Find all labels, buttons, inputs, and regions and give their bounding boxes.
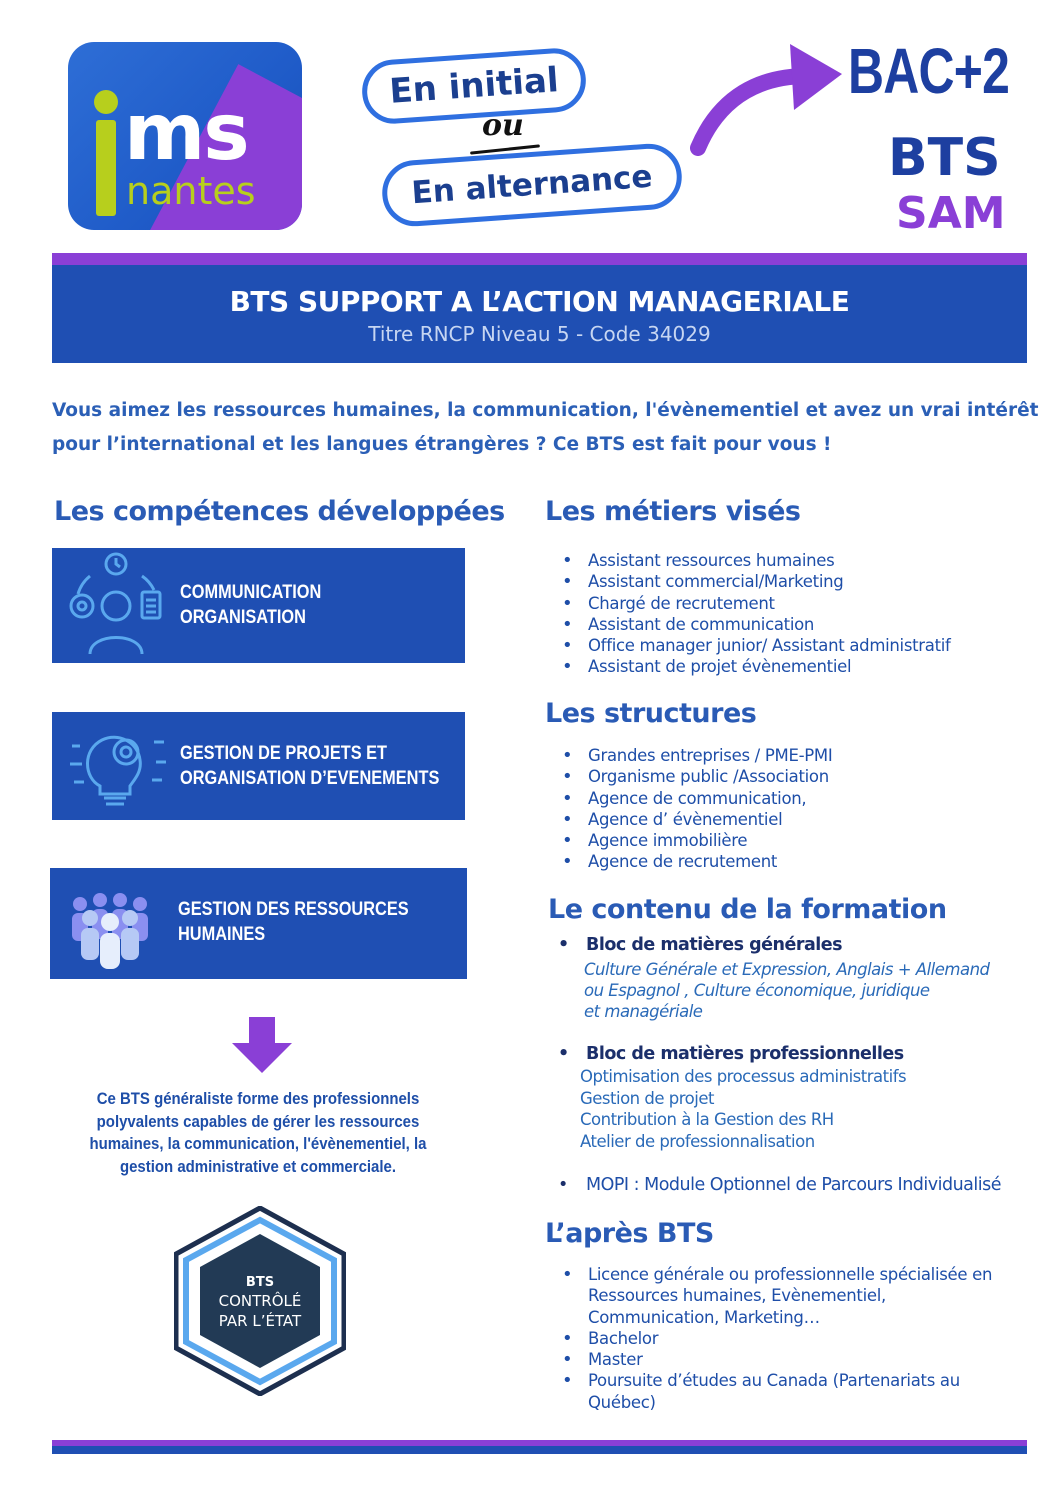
logo-i-stem — [96, 120, 116, 216]
level-label: BAC+2 — [848, 35, 1010, 107]
sam-label: SAM — [896, 188, 1006, 239]
logo-city-text: nantes — [126, 169, 256, 213]
mopi-item — [544, 1175, 1001, 1195]
generales-content — [584, 959, 990, 1022]
pro-line: Gestion de projet — [580, 1088, 714, 1108]
list-item: • Agence de communication, — [546, 788, 1036, 809]
footer-bar — [52, 1446, 1027, 1454]
generales-title: • Bloc de matières générales — [544, 935, 842, 955]
competence-label-line2: ORGANISATION — [180, 607, 306, 628]
page-subtitle: Titre RNCP Niveau 5 - Code 34029 — [368, 322, 711, 346]
pro-line: Contribution à la Gestion des RH — [580, 1110, 834, 1129]
list-item: • Assistant de communication — [546, 614, 1036, 635]
list-item: • Assistant de projet évènementiel — [546, 656, 1036, 677]
badge-line3: PAR L’ÉTAT — [218, 1312, 302, 1330]
contenu-heading: Le contenu de la formation — [548, 894, 947, 925]
badge-line1: BTS — [245, 1275, 275, 1290]
competence-box-communication — [52, 548, 465, 663]
list-item: • Assistant ressources humaines — [546, 550, 1036, 571]
competence-label-line2: HUMAINES — [178, 924, 266, 945]
apres-heading: L’après BTS — [545, 1218, 714, 1249]
list-item: • Agence d’ évènementiel — [546, 809, 1036, 830]
badge-line2: CONTRÔLÉ — [218, 1292, 302, 1310]
list-item: • Agence de recrutement — [546, 851, 1036, 872]
list-item: • Licence générale ou professionnelle spécialisée en Ressources humaines, Evènementiel, Communication, Marketing… — [546, 1264, 996, 1328]
list-item: • Chargé de recrutement — [546, 593, 1036, 614]
structures-list — [546, 745, 1036, 873]
banner-accent-bar — [52, 253, 1027, 265]
competence-label-line1: COMMUNICATION — [180, 582, 322, 603]
person-gears-icon — [60, 548, 172, 663]
mode-or-text: ou — [482, 108, 524, 143]
generales-line: ou Espagnol , Culture économique, juridique — [584, 981, 930, 1000]
list-item: • Agence immobilière — [546, 830, 1036, 851]
structures-heading: Les structures — [545, 698, 757, 729]
pro-line: Atelier de professionnalisation — [580, 1131, 815, 1151]
curved-arrow-icon — [690, 36, 850, 156]
intro-text: Vous aimez les ressources humaines, la communication, l'évènementiel et avez un vrai intérêt pour l’international et les langues étrangères ? Ce BTS est fait pour vous ! — [52, 400, 1039, 455]
list-item: • Grandes entreprises / PME-PMI — [546, 745, 1036, 766]
ims-nantes-logo — [68, 42, 302, 230]
page-title: BTS SUPPORT A L’ACTION MANAGERIALE — [229, 285, 850, 318]
pro-title: • Bloc de matières professionnelles — [544, 1044, 904, 1064]
generales-line: et managériale — [584, 1002, 703, 1021]
competence-label-line1: GESTION DES RESSOURCES — [178, 899, 409, 920]
competence-label-line2: ORGANISATION D’EVENEMENTS — [180, 768, 440, 789]
list-item: • Master — [546, 1349, 996, 1370]
people-group-icon — [58, 868, 170, 979]
competence-box-projets — [52, 712, 465, 820]
pro-content — [580, 1066, 906, 1152]
competences-heading: Les compétences développées — [54, 496, 505, 527]
metiers-heading: Les métiers visés — [545, 496, 801, 527]
mode-initial-badge: En initial — [360, 46, 588, 125]
bts-description: Ce BTS généraliste forme des professionnels polyvalents capables de gérer les ressources humaines, la communication, l'évènementiel, la gestion administrative et commerciale. — [89, 1089, 427, 1176]
bts-controle-badge — [174, 1206, 346, 1396]
lightbulb-gear-icon — [60, 712, 172, 820]
arrow-down-icon — [232, 1017, 292, 1077]
list-item: • Office manager junior/ Assistant administratif — [546, 635, 1036, 656]
list-item: • Organisme public /Association — [546, 766, 1036, 787]
metiers-list — [546, 550, 1036, 678]
mopi-text: MOPI : Module Optionnel de Parcours Individualisé — [586, 1175, 1001, 1195]
list-item: • Bachelor — [546, 1328, 996, 1349]
generales-line: Culture Générale et Expression, Anglais + Allemand — [584, 960, 990, 979]
list-item: • Assistant commercial/Marketing — [546, 571, 1036, 592]
logo-i-dot — [94, 90, 118, 114]
mode-alternance-badge: En alternance — [380, 142, 684, 229]
title-banner — [52, 265, 1027, 363]
list-item: • Poursuite d’études au Canada (Partenariats au Québec) — [546, 1370, 996, 1413]
pro-line: Optimisation des processus administratifs — [580, 1067, 907, 1086]
bts-label: BTS — [888, 128, 1001, 188]
competence-box-rh — [50, 868, 467, 979]
competence-label-line1: GESTION DE PROJETS ET — [180, 743, 388, 764]
apres-list — [546, 1264, 996, 1413]
logo-ms-text: ms — [124, 88, 248, 178]
